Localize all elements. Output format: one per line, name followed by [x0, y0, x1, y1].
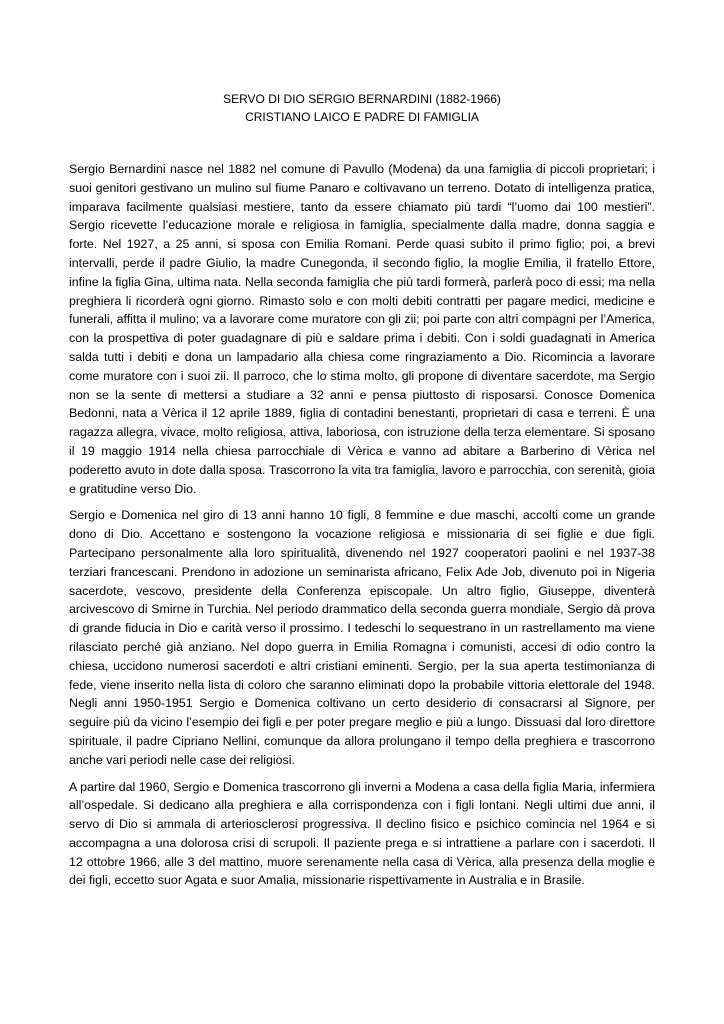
paragraph-final-years: A partire dal 1960, Sergio e Domenica trascorrono gli inverni a Modena a casa della figlia Maria, infermiera all’ospedale. Si dedicano alla preghiera e alla corrispondenza con i figli lontani. Negli ultimi due anni, il servo di Dio si ammala di arteriosclerosi progressiva. Il declino fisico e psichico comincia nel 1964 e si accompagna a una dolorosa crisi di scrupoli. Il paziente prega e si intrattiene a parlare con i sacerdoti. Il 12 ottobre 1966, alle 3 del mattino, muore serenamente nella casa di Vèrica, alla presenza della moglie e dei figli, eccetto suor Agata e suor Amalia, missionarie rispettivamente in Australia e in Brasile. — [69, 779, 655, 888]
title-line-1: SERVO DI DIO SERGIO BERNARDINI (1882-1966) — [223, 92, 501, 106]
document-title — [0, 90, 724, 126]
paragraph-family: Sergio e Domenica nel giro di 13 anni hanno 10 figli, 8 femmine e due maschi, accolti come un grande dono di Dio. Accettano e sostengono la vocazione religiosa e missionaria di sei figlie e due figli. Partecipano personalmente alla loro spiritualità, divenendo nel 1927 cooperatori paolini e nel 1937-38 terziari francescani. Prendono in adozione un seminarista africano, Felix Ade Job, divenuto poi in Nigeria sacerdote, vescovo, presidente della Conferenza episcopale. Un altro figlio, Giuseppe, diventerà arcivescovo di Smirne in Turchia. Nel periodo drammatico della seconda guerra mondiale, Sergio dà prova di grande fiducia in Dio e carità verso il prossimo. I tedeschi lo sequestrano in un rastrellamento ma viene rilasciato perché già anziano. Nel dopo guerra in Emilia Romagna i comunisti, accesi di odio contro la chiesa, uccidono numerosi sacerdoti e altri cristiani eminenti. Sergio, per la sua aperta testimonianza di fede, viene inserito nella lista di coloro che saranno eliminati dopo la probabile vittoria elettorale del 1948. Negli anni 1950-1951 Sergio e Domenica coltivano un certo desiderio di consacrarsi al Signore, per seguire più da vicino l’esempio dei figli e per poter pregare meglio e più a lungo. Dissuasi dal loro direttore spirituale, il padre Cipriano Nellini, comunque da allora prolungano il tempo della preghiera e trascorrono anche vari periodi nelle case dei religiosi. — [69, 508, 655, 767]
paragraph-early-life: Sergio Bernardini nasce nel 1882 nel comune di Pavullo (Modena) da una famiglia di piccoli proprietari; i suoi genitori gestivano un mulino sul fiume Panaro e coltivavano un terreno. Dotato di intelligenza pratica, imparava facilmente qualsiasi mestiere, tanto da essere chiamato più tardi “l’uomo dai 100 mestieri”. Sergio ricevette l’educazione morale e religiosa in famiglia, specialmente dalla madre, donna saggia e forte. Nel 1927, a 25 anni, si sposa con Emilia Romani. Perde quasi subito il primo figlio; poi, a brevi intervalli, perde il padre Giulio, la madre Cunegonda, il secondo figlio, la moglie Emilia, il fratello Ettore, infine la figlia Gina, ultima nata. Nella seconda famiglia che più tardi formerà, parlerà poco di essi; ma nella preghiera li ricorderà ogni giorno. Rimasto solo e con molti debiti contratti per pagare medici, medicine e funerali, affitta il mulino; va a lavorare come muratore con gli zii; poi parte con altri compagni per l’America, con la prospettiva di poter guadagnare di più e saldare prima i debiti. Con i soldi guadagnati in America salda tutti i debiti e dona un lampadario alla chiesa come ringraziamento a Dio. Ricomincia a lavorare come muratore con i suoi zii. Il parroco, che lo stima molto, gli propone di diventare sacerdote, ma Sergio non se la sente di mettersi a studiare a 32 anni e pensa piuttosto di risposarsi. Conosce Domenica Bedonni, nata a Vèrica il 12 aprile 1889, figlia di contadini benestanti, proprietari di casa e terreni. È una ragazza allegra, vivace, molto religiosa, attiva, laboriosa, con istruzione della terza elementare. Si sposano il 19 maggio 1914 nella chiesa parrocchiale di Vèrica e vanno ad abitare a Barberino di Vèrica nel poderetto avuto in dote dalla sposa. Trascorrono la vita tra famiglia, lavoro e parrocchia, con serenità, gioia e gratitudine verso Dio. — [69, 162, 655, 496]
title-line-2: CRISTIANO LAICO E PADRE DI FAMIGLIA — [245, 110, 479, 124]
document-body — [69, 160, 655, 898]
